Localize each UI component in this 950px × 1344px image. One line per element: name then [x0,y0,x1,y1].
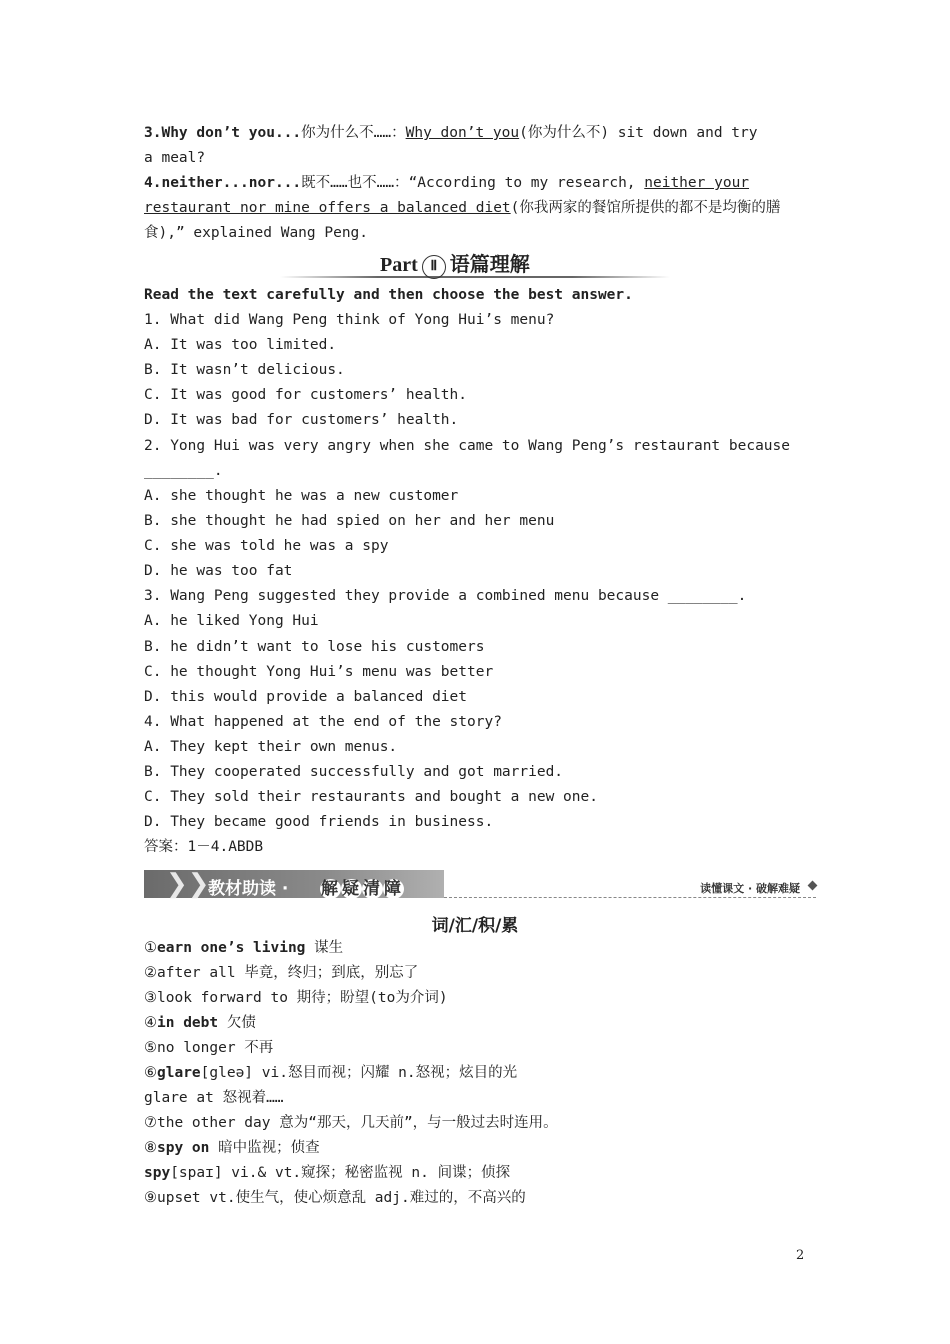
banner-char-1: 解 [321,879,340,899]
option-4b: B. They cooperated successfully and got married. [144,764,564,780]
vocab-item: ⑤no longer 不再 [144,1040,274,1056]
option-4c: C. They sold their restaurants and bought a new one. [144,789,598,805]
diamond-icon [808,881,818,891]
vocab-item: ⑥glare[gleə] vi.怒目而视；闪耀 n.怒视；炫目的光 [144,1065,518,1081]
phrase-4-example-1: neither your [644,175,750,191]
vocab-item: ③look forward to 期待；盼望(to为介词) [144,990,448,1006]
option-1a: A. It was too limited. [144,337,337,353]
banner-char-2: 疑 [342,879,361,899]
option-1b: B. It wasn’t delicious. [144,362,345,378]
question-4: 4. What happened at the end of the story? [144,714,502,730]
phrase-3-example-cn: (你为什么不) [519,125,610,141]
option-2a: A. she thought he was a new customer [144,488,459,504]
option-1d: D. It was bad for customers’ health. [144,412,459,428]
banner-char-4: 障 [384,879,403,899]
option-2d: D. he was too fat [144,563,293,579]
vocab-item: ⑧spy on 暗中监视；侦查 [144,1140,320,1156]
vocab-item: ②after all 毕竟，终归；到底，别忘了 [144,965,419,981]
phrase-4-quote: “According to my research, [408,175,645,191]
instruction: Read the text carefully and then choose the best answer. [144,287,633,303]
vocab-item: glare at 怒视着…… [144,1090,284,1106]
phrase-3-cn: 你为什么不……： [301,125,406,141]
vocab-item: spy[spaɪ] vi.& vt.窥探；秘密监视 n. 间谍；侦探 [144,1165,511,1181]
phrase-3-line-1 [144,121,808,146]
phrase-3-example: Why don’t you [405,125,520,141]
question-2: 2. Yong Hui was very angry when she came to Wang Peng’s restaurant because [144,438,791,454]
double-chevron-icon: ❯❯ [166,869,210,899]
vocab-item: ④in debt 欠债 [144,1015,256,1031]
option-3d: D. this would provide a balanced diet [144,689,468,705]
answer-key: 答案：1－4.ABDB [144,839,264,855]
part-label [380,248,530,279]
option-4a: A. They kept their own menus. [144,739,398,755]
phrase-3-rest: sit down and try [609,125,758,141]
banner-char-3: 清 [363,879,382,899]
question-2-blank: ________. [144,463,223,479]
vocab-item: ①earn one’s living 谋生 [144,940,344,956]
banner-subtitle [320,874,404,899]
part-title: 语篇理解 [449,252,530,276]
phrase-4-example-2: restaurant nor mine offers a balanced diet [144,200,511,216]
option-1c: C. It was good for customers’ health. [144,387,468,403]
section-banner [144,868,816,902]
option-3c: C. he thought Yong Hui’s menu was better [144,664,494,680]
vocab-item: ⑨upset vt.使生气，使心烦意乱 adj.难过的，不高兴的 [144,1190,526,1206]
part-2-header [280,248,670,280]
phrase-4-cn: 既不……也不……： [301,175,409,191]
banner-rule [444,897,816,899]
option-3a: A. he liked Yong Hui [144,613,319,629]
option-4d: D. They became good friends in business. [144,814,494,830]
phrase-4-line-2 [144,196,808,221]
phrase-3-head: 3.Why don’t you... [144,125,302,141]
part-word: Part [380,254,418,276]
phrase-3-line-2: a meal? [144,150,206,166]
option-2b: B. she thought he had spied on her and her menu [144,513,555,529]
phrase-4-line-3: 食),” explained Wang Peng. [144,225,369,241]
vocab-title: 词/汇/积/累 [431,916,519,936]
part-numeral: Ⅱ [422,255,446,279]
phrase-4-line-1 [144,171,808,196]
banner-title: 教材助读 · [208,879,289,899]
option-2c: C. she was told he was a spy [144,538,389,554]
page-number: 2 [796,1248,805,1263]
banner-tag: 读懂课文 · 破解难疑 [700,882,800,895]
question-1: 1. What did Wang Peng think of Yong Hui’s menu? [144,312,555,328]
option-3b: B. he didn’t want to lose his customers [144,639,485,655]
vocab-item: ⑦the other day 意为“那天，几天前”，与一般过去时连用。 [144,1115,558,1131]
question-3: 3. Wang Peng suggested they provide a combined menu because ________. [144,588,747,604]
phrase-4-head: 4.neither...nor... [144,175,302,191]
phrase-4-cn-2: (你我两家的餐馆所提供的都不是均衡的膳 [510,200,781,216]
